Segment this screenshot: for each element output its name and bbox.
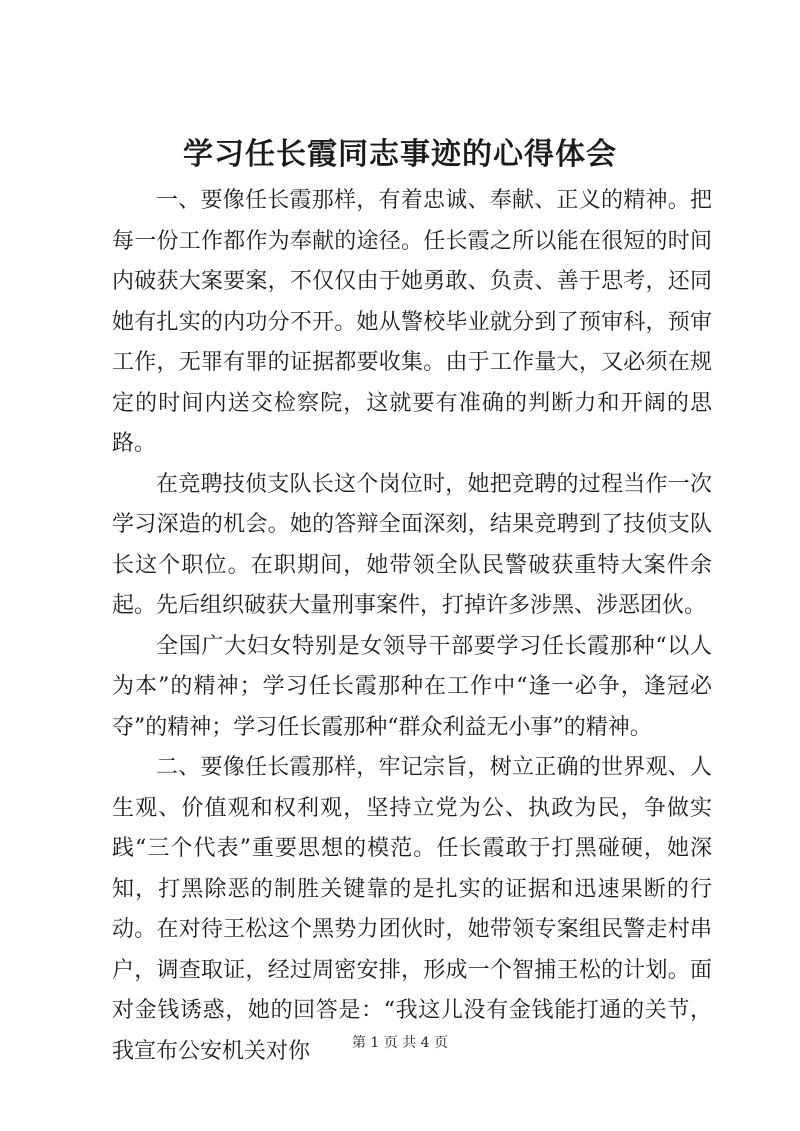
document-title: 学习任长霞同志事迹的心得体会 — [183, 137, 617, 172]
page-number-footer: 第 1 页 共 4 页 — [351, 1035, 449, 1051]
document-body — [112, 181, 712, 1072]
paragraph: 在竞聘技侦支队长这个岗位时，她把竞聘的过程当作一次学习深造的机会。她的答辩全面深刻，结果竞聘到了技侦支队长这个职位。在职期间，她带领全队民警破获重特大案件余起。先后组织破获大量刑事案件，打掉许多涉黑、涉恶团伙。 — [112, 471, 712, 618]
paragraph: 二、要像任长霞那样，牢记宗旨，树立正确的世界观、人生观、价值观和权利观，坚持立党为公、执政为民，争做实践“三个代表”重要思想的模范。任长霞敢于打黑碰硬，她深知，打黑除恶的制胜关键靠的是扎实的证据和迅速果断的行动。在对待王松这个黑势力团伙时，她带领专案组民警走村串户，调查取证，经过周密安排，形成一个智捕王松的计划。面对金钱诱惑，她的回答是：“我这儿没有金钱能打通的关节，我宣布公安机关对你 — [112, 755, 712, 1064]
paragraph: 一、要像任长霞那样，有着忠诚、奉献、正义的精神。把每一份工作都作为奉献的途径。任长霞之所以能在很短的时间内破获大案要案，不仅仅由于她勇敢、负责、善于思考，还同她有扎实的内功分不开。她从警校毕业就分到了预审科，预审工作，无罪有罪的证据都要收集。由于工作量大，又必须在规定的时间内送交检察院，这就要有准确的判断力和开阔的思路。 — [112, 188, 712, 456]
paragraph: 全国广大妇女特别是女领导干部要学习任长霞那种“以人为本”的精神；学习任长霞那种在工作中“逢一必争，逢冠必夺”的精神；学习任长霞那种“群众利益无小事”的精神。 — [112, 633, 712, 740]
